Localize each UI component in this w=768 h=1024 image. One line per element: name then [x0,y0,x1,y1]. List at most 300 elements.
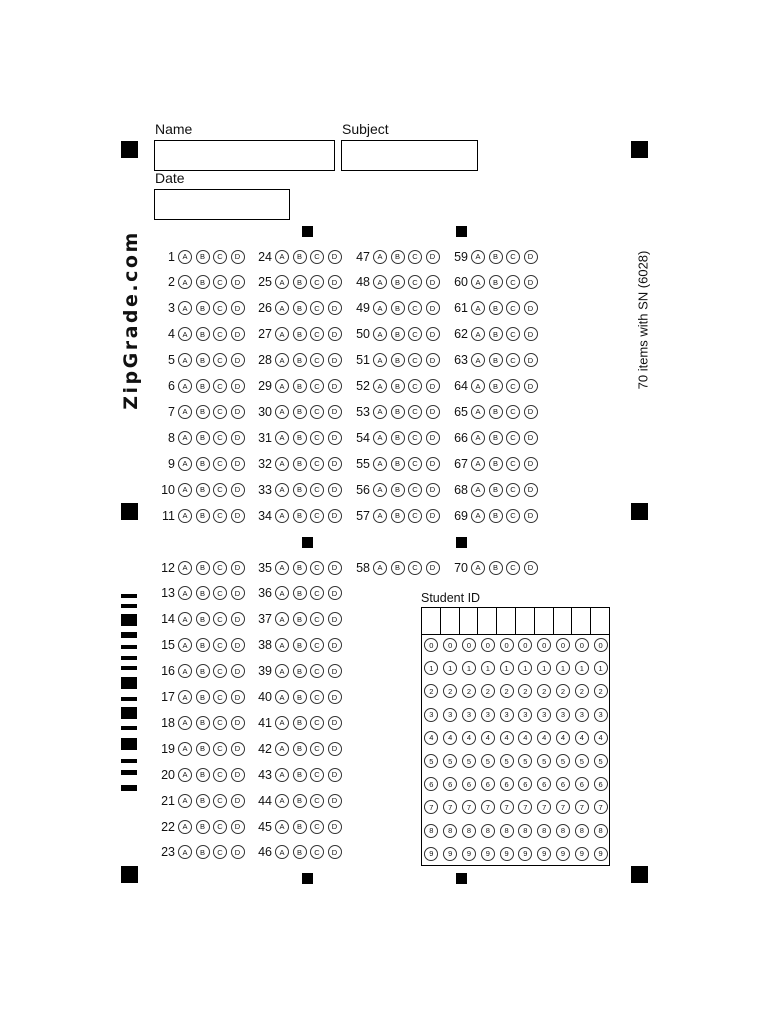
student-id-bubble[interactable]: 9 [575,847,589,861]
answer-bubble[interactable]: D [426,405,440,419]
answer-bubble[interactable]: B [293,327,307,341]
answer-bubble[interactable]: C [213,327,227,341]
student-id-bubble[interactable]: 5 [443,754,457,768]
student-id-bubble[interactable]: 4 [462,731,476,745]
answer-bubble[interactable]: B [293,509,307,523]
answer-bubble[interactable]: A [275,716,289,730]
answer-bubble[interactable]: A [275,431,289,445]
answer-bubble[interactable]: D [231,509,245,523]
answer-bubble[interactable]: A [178,586,192,600]
student-id-bubble[interactable]: 0 [443,638,457,652]
student-id-bubble[interactable]: 5 [462,754,476,768]
answer-bubble[interactable]: A [178,690,192,704]
answer-bubble[interactable]: C [506,483,520,497]
answer-bubble[interactable]: B [196,664,210,678]
answer-bubble[interactable]: B [196,301,210,315]
answer-bubble[interactable]: B [293,820,307,834]
answer-bubble[interactable]: D [524,431,538,445]
answer-bubble[interactable]: A [471,509,485,523]
answer-bubble[interactable]: D [231,690,245,704]
answer-bubble[interactable]: B [196,768,210,782]
answer-bubble[interactable]: B [489,509,503,523]
answer-bubble[interactable]: A [178,561,192,575]
student-id-bubble[interactable]: 1 [481,661,495,675]
answer-bubble[interactable]: B [196,379,210,393]
answer-bubble[interactable]: B [293,716,307,730]
answer-bubble[interactable]: B [196,612,210,626]
student-id-bubble[interactable]: 1 [518,661,532,675]
answer-bubble[interactable]: C [310,457,324,471]
answer-bubble[interactable]: D [328,638,342,652]
student-id-bubble[interactable]: 9 [481,847,495,861]
student-id-bubble[interactable]: 4 [556,731,570,745]
answer-bubble[interactable]: D [328,794,342,808]
answer-bubble[interactable]: C [408,561,422,575]
answer-bubble[interactable]: A [373,561,387,575]
answer-bubble[interactable]: D [328,379,342,393]
answer-bubble[interactable]: B [391,509,405,523]
answer-bubble[interactable]: B [293,612,307,626]
student-id-bubble[interactable]: 4 [594,731,608,745]
student-id-bubble[interactable]: 0 [518,638,532,652]
answer-bubble[interactable]: A [275,664,289,678]
answer-bubble[interactable]: B [391,327,405,341]
student-id-bubble[interactable]: 1 [462,661,476,675]
student-id-bubble[interactable]: 8 [556,824,570,838]
answer-bubble[interactable]: D [524,275,538,289]
student-id-bubble[interactable]: 6 [443,777,457,791]
student-id-bubble[interactable]: 6 [556,777,570,791]
answer-bubble[interactable]: B [293,638,307,652]
student-id-bubble[interactable]: 6 [575,777,589,791]
answer-bubble[interactable]: D [524,250,538,264]
answer-bubble[interactable]: A [178,431,192,445]
answer-bubble[interactable]: A [178,612,192,626]
answer-bubble[interactable]: C [310,820,324,834]
date-field[interactable] [154,189,290,220]
answer-bubble[interactable]: A [178,327,192,341]
student-id-bubble[interactable]: 5 [537,754,551,768]
answer-bubble[interactable]: A [178,405,192,419]
student-id-bubble[interactable]: 7 [500,800,514,814]
student-id-bubble[interactable]: 2 [424,684,438,698]
answer-bubble[interactable]: D [231,716,245,730]
student-id-bubble[interactable]: 1 [594,661,608,675]
answer-bubble[interactable]: C [213,483,227,497]
answer-bubble[interactable]: B [196,561,210,575]
answer-bubble[interactable]: D [231,405,245,419]
answer-bubble[interactable]: D [231,612,245,626]
answer-bubble[interactable]: C [310,327,324,341]
answer-bubble[interactable]: D [231,561,245,575]
answer-bubble[interactable]: D [231,353,245,367]
student-id-bubble[interactable]: 7 [462,800,476,814]
answer-bubble[interactable]: D [231,327,245,341]
answer-bubble[interactable]: D [328,457,342,471]
student-id-bubble[interactable]: 7 [556,800,570,814]
answer-bubble[interactable]: D [426,509,440,523]
student-id-bubble[interactable]: 7 [537,800,551,814]
student-id-bubble[interactable]: 6 [481,777,495,791]
answer-bubble[interactable]: A [471,327,485,341]
answer-bubble[interactable]: C [213,561,227,575]
answer-bubble[interactable]: C [213,250,227,264]
answer-bubble[interactable]: A [275,612,289,626]
answer-bubble[interactable]: D [231,250,245,264]
student-id-bubble[interactable]: 2 [500,684,514,698]
student-id-bubble[interactable]: 9 [424,847,438,861]
student-id-bubble[interactable]: 1 [500,661,514,675]
answer-bubble[interactable]: B [196,845,210,859]
answer-bubble[interactable]: C [408,431,422,445]
student-id-bubble[interactable]: 7 [575,800,589,814]
answer-bubble[interactable]: B [489,405,503,419]
answer-bubble[interactable]: C [213,353,227,367]
answer-bubble[interactable]: B [293,768,307,782]
answer-bubble[interactable]: A [373,509,387,523]
answer-bubble[interactable]: B [293,742,307,756]
answer-bubble[interactable]: B [391,301,405,315]
answer-bubble[interactable]: B [391,353,405,367]
student-id-bubble[interactable]: 9 [443,847,457,861]
answer-bubble[interactable]: D [426,431,440,445]
answer-bubble[interactable]: C [213,794,227,808]
answer-bubble[interactable]: B [196,327,210,341]
student-id-bubble[interactable]: 3 [443,708,457,722]
answer-bubble[interactable]: C [310,586,324,600]
answer-bubble[interactable]: C [213,768,227,782]
student-id-bubble[interactable]: 0 [594,638,608,652]
answer-bubble[interactable]: B [293,405,307,419]
answer-bubble[interactable]: C [310,716,324,730]
answer-bubble[interactable]: C [506,509,520,523]
student-id-bubble[interactable]: 0 [500,638,514,652]
answer-bubble[interactable]: D [231,301,245,315]
answer-bubble[interactable]: B [196,716,210,730]
answer-bubble[interactable]: A [178,457,192,471]
answer-bubble[interactable]: B [489,483,503,497]
student-id-bubble[interactable]: 4 [500,731,514,745]
student-id-bubble[interactable]: 3 [556,708,570,722]
answer-bubble[interactable]: D [524,379,538,393]
answer-bubble[interactable]: C [506,431,520,445]
answer-bubble[interactable]: C [213,379,227,393]
answer-bubble[interactable]: C [506,457,520,471]
answer-bubble[interactable]: A [178,768,192,782]
answer-bubble[interactable]: D [328,250,342,264]
answer-bubble[interactable]: A [275,845,289,859]
answer-bubble[interactable]: C [213,301,227,315]
answer-bubble[interactable]: A [178,353,192,367]
answer-bubble[interactable]: B [489,561,503,575]
answer-bubble[interactable]: A [275,586,289,600]
student-id-bubble[interactable]: 0 [537,638,551,652]
answer-bubble[interactable]: C [310,379,324,393]
answer-bubble[interactable]: C [506,275,520,289]
student-id-bubble[interactable]: 3 [594,708,608,722]
answer-bubble[interactable]: C [310,664,324,678]
answer-bubble[interactable]: B [293,664,307,678]
answer-bubble[interactable]: B [391,431,405,445]
answer-bubble[interactable]: A [471,561,485,575]
answer-bubble[interactable]: C [310,405,324,419]
answer-bubble[interactable]: B [489,301,503,315]
answer-bubble[interactable]: B [293,431,307,445]
answer-bubble[interactable]: D [328,820,342,834]
student-id-bubble[interactable]: 0 [481,638,495,652]
answer-bubble[interactable]: C [310,509,324,523]
answer-bubble[interactable]: D [328,561,342,575]
answer-bubble[interactable]: A [275,820,289,834]
answer-bubble[interactable]: D [426,483,440,497]
student-id-bubble[interactable]: 8 [518,824,532,838]
answer-bubble[interactable]: D [328,586,342,600]
answer-bubble[interactable]: B [293,483,307,497]
student-id-bubble[interactable]: 3 [500,708,514,722]
answer-bubble[interactable]: D [328,742,342,756]
student-id-bubble[interactable]: 6 [424,777,438,791]
answer-bubble[interactable]: C [408,250,422,264]
answer-bubble[interactable]: D [426,275,440,289]
answer-bubble[interactable]: A [471,483,485,497]
answer-bubble[interactable]: C [506,327,520,341]
answer-bubble[interactable]: B [293,561,307,575]
answer-bubble[interactable]: D [426,379,440,393]
student-id-bubble[interactable]: 8 [462,824,476,838]
answer-bubble[interactable]: C [310,301,324,315]
answer-bubble[interactable]: C [310,794,324,808]
answer-bubble[interactable]: A [275,690,289,704]
student-id-bubble[interactable]: 4 [481,731,495,745]
answer-bubble[interactable]: D [426,327,440,341]
answer-bubble[interactable]: B [293,301,307,315]
answer-bubble[interactable]: A [275,275,289,289]
answer-bubble[interactable]: C [506,250,520,264]
student-id-bubble[interactable]: 7 [424,800,438,814]
student-id-bubble[interactable]: 5 [481,754,495,768]
answer-bubble[interactable]: C [310,431,324,445]
answer-bubble[interactable]: A [373,379,387,393]
answer-bubble[interactable]: C [408,379,422,393]
answer-bubble[interactable]: C [213,509,227,523]
answer-bubble[interactable]: C [408,405,422,419]
answer-bubble[interactable]: C [213,742,227,756]
answer-bubble[interactable]: A [373,457,387,471]
name-field[interactable] [154,140,335,171]
answer-bubble[interactable]: D [328,768,342,782]
answer-bubble[interactable]: C [213,612,227,626]
student-id-bubble[interactable]: 8 [424,824,438,838]
student-id-bubble[interactable]: 7 [443,800,457,814]
answer-bubble[interactable]: B [293,250,307,264]
answer-bubble[interactable]: A [275,561,289,575]
answer-bubble[interactable]: C [213,820,227,834]
answer-bubble[interactable]: B [196,742,210,756]
answer-bubble[interactable]: A [373,301,387,315]
answer-bubble[interactable]: B [196,250,210,264]
answer-bubble[interactable]: C [213,690,227,704]
answer-bubble[interactable]: B [196,820,210,834]
answer-bubble[interactable]: A [373,353,387,367]
answer-bubble[interactable]: A [275,794,289,808]
answer-bubble[interactable]: A [178,794,192,808]
answer-bubble[interactable]: A [275,768,289,782]
student-id-bubble[interactable]: 5 [500,754,514,768]
answer-bubble[interactable]: D [328,275,342,289]
answer-bubble[interactable]: D [231,457,245,471]
answer-bubble[interactable]: D [524,561,538,575]
answer-bubble[interactable]: B [391,250,405,264]
answer-bubble[interactable]: C [213,664,227,678]
answer-bubble[interactable]: D [231,275,245,289]
student-id-bubble[interactable]: 2 [462,684,476,698]
student-id-bubble[interactable]: 8 [500,824,514,838]
answer-bubble[interactable]: A [373,483,387,497]
answer-bubble[interactable]: D [524,327,538,341]
answer-bubble[interactable]: D [524,457,538,471]
answer-bubble[interactable]: A [471,250,485,264]
answer-bubble[interactable]: B [196,483,210,497]
answer-bubble[interactable]: A [471,405,485,419]
student-id-bubble[interactable]: 3 [537,708,551,722]
student-id-bubble[interactable]: 6 [518,777,532,791]
student-id-bubble[interactable]: 9 [500,847,514,861]
answer-bubble[interactable]: C [506,561,520,575]
answer-bubble[interactable]: B [293,353,307,367]
answer-bubble[interactable]: D [524,301,538,315]
student-id-bubble[interactable]: 4 [518,731,532,745]
student-id-bubble[interactable]: 1 [556,661,570,675]
student-id-bubble[interactable]: 5 [575,754,589,768]
student-id-bubble[interactable]: 5 [594,754,608,768]
student-id-bubble[interactable]: 4 [424,731,438,745]
answer-bubble[interactable]: B [196,794,210,808]
student-id-bubble[interactable]: 7 [518,800,532,814]
answer-bubble[interactable]: D [328,664,342,678]
student-id-bubble[interactable]: 8 [537,824,551,838]
student-id-bubble[interactable]: 0 [556,638,570,652]
answer-bubble[interactable]: A [275,457,289,471]
answer-bubble[interactable]: A [275,405,289,419]
student-id-bubble[interactable]: 2 [575,684,589,698]
answer-bubble[interactable]: A [178,483,192,497]
answer-bubble[interactable]: D [328,690,342,704]
answer-bubble[interactable]: B [196,431,210,445]
student-id-bubble[interactable]: 8 [443,824,457,838]
student-id-bubble[interactable]: 9 [594,847,608,861]
answer-bubble[interactable]: D [426,250,440,264]
student-id-bubble[interactable]: 9 [556,847,570,861]
student-id-bubble[interactable]: 5 [424,754,438,768]
answer-bubble[interactable]: A [275,638,289,652]
student-id-bubble[interactable]: 7 [594,800,608,814]
answer-bubble[interactable]: B [489,275,503,289]
answer-bubble[interactable]: D [328,612,342,626]
student-id-bubble[interactable]: 6 [537,777,551,791]
answer-bubble[interactable]: A [178,509,192,523]
answer-bubble[interactable]: C [213,405,227,419]
answer-bubble[interactable]: C [506,301,520,315]
student-id-bubble[interactable]: 6 [594,777,608,791]
answer-bubble[interactable]: C [310,768,324,782]
answer-bubble[interactable]: A [373,275,387,289]
answer-bubble[interactable]: C [213,845,227,859]
student-id-bubble[interactable]: 9 [537,847,551,861]
answer-bubble[interactable]: B [293,794,307,808]
student-id-bubble[interactable]: 1 [575,661,589,675]
answer-bubble[interactable]: C [213,457,227,471]
answer-bubble[interactable]: D [524,509,538,523]
student-id-bubble[interactable]: 4 [443,731,457,745]
student-id-bubble[interactable]: 2 [443,684,457,698]
answer-bubble[interactable]: D [231,845,245,859]
answer-bubble[interactable]: D [231,820,245,834]
answer-bubble[interactable]: A [471,275,485,289]
answer-bubble[interactable]: A [373,405,387,419]
answer-bubble[interactable]: C [408,483,422,497]
answer-bubble[interactable]: C [310,845,324,859]
answer-bubble[interactable]: A [275,379,289,393]
answer-bubble[interactable]: C [213,638,227,652]
answer-bubble[interactable]: C [408,301,422,315]
answer-bubble[interactable]: A [178,820,192,834]
answer-bubble[interactable]: B [391,561,405,575]
student-id-bubble[interactable]: 0 [575,638,589,652]
answer-bubble[interactable]: C [310,250,324,264]
student-id-bubble[interactable]: 9 [518,847,532,861]
student-id-bubble[interactable]: 0 [462,638,476,652]
answer-bubble[interactable]: A [275,327,289,341]
student-id-bubble[interactable]: 0 [424,638,438,652]
answer-bubble[interactable]: A [275,301,289,315]
student-id-write-cell[interactable] [422,608,591,634]
answer-bubble[interactable]: C [408,353,422,367]
answer-bubble[interactable]: B [196,405,210,419]
answer-bubble[interactable]: A [373,431,387,445]
answer-bubble[interactable]: A [471,457,485,471]
answer-bubble[interactable]: A [178,379,192,393]
answer-bubble[interactable]: A [178,250,192,264]
answer-bubble[interactable]: D [328,509,342,523]
student-id-bubble[interactable]: 3 [424,708,438,722]
answer-bubble[interactable]: B [489,353,503,367]
student-id-bubble[interactable]: 6 [500,777,514,791]
answer-bubble[interactable]: B [293,379,307,393]
answer-bubble[interactable]: A [178,301,192,315]
student-id-bubble[interactable]: 4 [575,731,589,745]
answer-bubble[interactable]: D [328,845,342,859]
answer-bubble[interactable]: B [196,275,210,289]
answer-bubble[interactable]: B [489,250,503,264]
answer-bubble[interactable]: B [391,275,405,289]
answer-bubble[interactable]: D [231,664,245,678]
answer-bubble[interactable]: B [489,457,503,471]
answer-bubble[interactable]: D [328,483,342,497]
answer-bubble[interactable]: D [328,405,342,419]
answer-bubble[interactable]: B [391,379,405,393]
answer-bubble[interactable]: A [471,353,485,367]
answer-bubble[interactable]: C [408,509,422,523]
student-id-bubble[interactable]: 3 [575,708,589,722]
answer-bubble[interactable]: D [231,586,245,600]
subject-field[interactable] [341,140,478,171]
answer-bubble[interactable]: B [293,586,307,600]
student-id-bubble[interactable]: 1 [537,661,551,675]
answer-bubble[interactable]: C [310,742,324,756]
answer-bubble[interactable]: C [310,483,324,497]
answer-bubble[interactable]: B [391,457,405,471]
student-id-bubble[interactable]: 6 [462,777,476,791]
